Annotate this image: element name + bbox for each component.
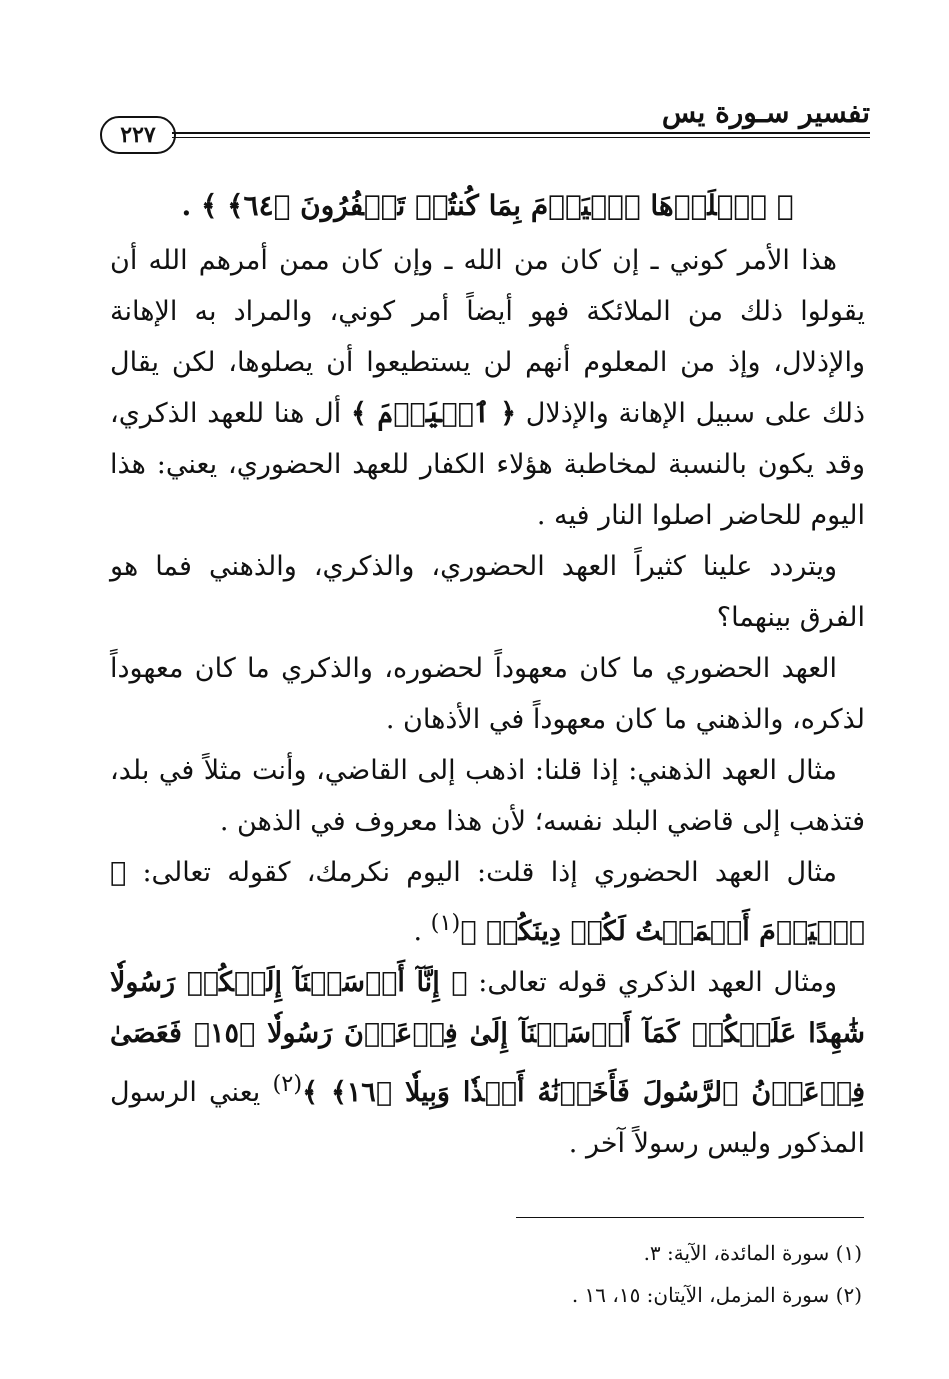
paragraph-6-text: ومثال العهد الذكري قوله تعالى: xyxy=(478,967,837,998)
paragraph-5-tail: . xyxy=(413,916,431,947)
quran-verse: ﴿ ٱصۡلَوۡهَا ٱلۡيَوۡمَ بِمَا كُنتُمۡ تَكۡفُرُونَ ﴿٦٤﴾ ﴾ . xyxy=(181,189,794,222)
quran-verse-inline: ﴿ إِنَّآ أَرۡسَلۡنَآ إِلَيۡكُمۡ رَسُولٗا شَٰهِدًا عَلَيۡكُمۡ كَمَآ أَرۡسَلۡنَآ إِلَىٰ فِرۡعَوۡنَ رَسُولٗا ﴿١٥﴾ فَعَصَىٰ فِرۡعَوۡنُ ٱلرَّسُولَ فَأَخَذۡنَٰهُ أَخۡذٗا وَبِيلٗا ﴿١٦﴾ ﴾ xyxy=(110,967,865,1108)
quran-word: ﴿ ٱلۡيَوۡمَ ﴾ xyxy=(351,398,517,429)
paragraph-6-tail: يعني الرسول المذكور وليس رسولاً آخر . xyxy=(110,1077,865,1159)
footnote-2: (٢) سورة المزمل، الآيتان: ١٥، ١٦ . xyxy=(571,1283,862,1307)
footnote-1: (١) سورة المائدة، الآية: ٣. xyxy=(643,1241,862,1265)
running-title: تفسير سـورة يس xyxy=(661,96,870,129)
footnote-ref-2: (٢) xyxy=(272,1071,303,1097)
quran-verse-inline: ﴿ ٱلۡيَوۡمَ أَكۡمَلۡتُ لَكُمۡ دِينَكُمۡ ﴾ xyxy=(110,857,865,947)
page-header xyxy=(100,96,870,156)
footnote-separator xyxy=(516,1217,864,1218)
paragraph-3: العهد الحضوري ما كان معهوداً لحضوره، والذكري ما كان معهوداً لذكره، والذهني ما كان معهوداً في الأذهان . xyxy=(110,653,865,735)
paragraph-1-tail: أل هنا للعهد الذكري، وقد يكون بالنسبة لمخاطبة هؤلاء الكفار للعهد الحضوري، يعني: هذا اليوم للحاضر اصلوا النار فيه . xyxy=(110,398,865,531)
paragraph-5-text: مثال العهد الحضوري إذا قلت: اليوم نكرمك، كقوله تعالى: xyxy=(142,857,837,888)
main-text xyxy=(110,180,865,1169)
paragraph-1 xyxy=(110,235,865,541)
paragraph-4: مثال العهد الذهني: إذا قلنا: اذهب إلى القاضي، وأنت مثلاً في بلد، فتذهب إلى قاضي البلد نفسه؛ لأن هذا معروف في الذهن . xyxy=(110,755,865,837)
paragraph-1-text: هذا الأمر كوني ـ إن كان من الله ـ وإن كان ممن أمرهم الله أن يقولوا ذلك من الملائكة فهو أيضاً أمر كوني، والمراد به الإهانة والإذلال، وإذ من المعلوم أنهم لن يستطيعوا أن يصلوها، لكن يقال ذلك على سبيل الإهانة والإذلال xyxy=(110,245,866,429)
footnotes xyxy=(300,1232,862,1316)
header-rule xyxy=(172,132,870,134)
paragraph-6 xyxy=(110,957,865,1169)
paragraph-2: ويتردد علينا كثيراً العهد الحضوري، والذكري، والذهني فما هو الفرق بينهما؟ xyxy=(110,551,865,633)
footnote-ref-1: (١) xyxy=(430,910,461,936)
header-rule-thin xyxy=(172,137,870,138)
page-number: ٢٢٧ xyxy=(100,116,176,154)
paragraph-5 xyxy=(110,847,865,957)
